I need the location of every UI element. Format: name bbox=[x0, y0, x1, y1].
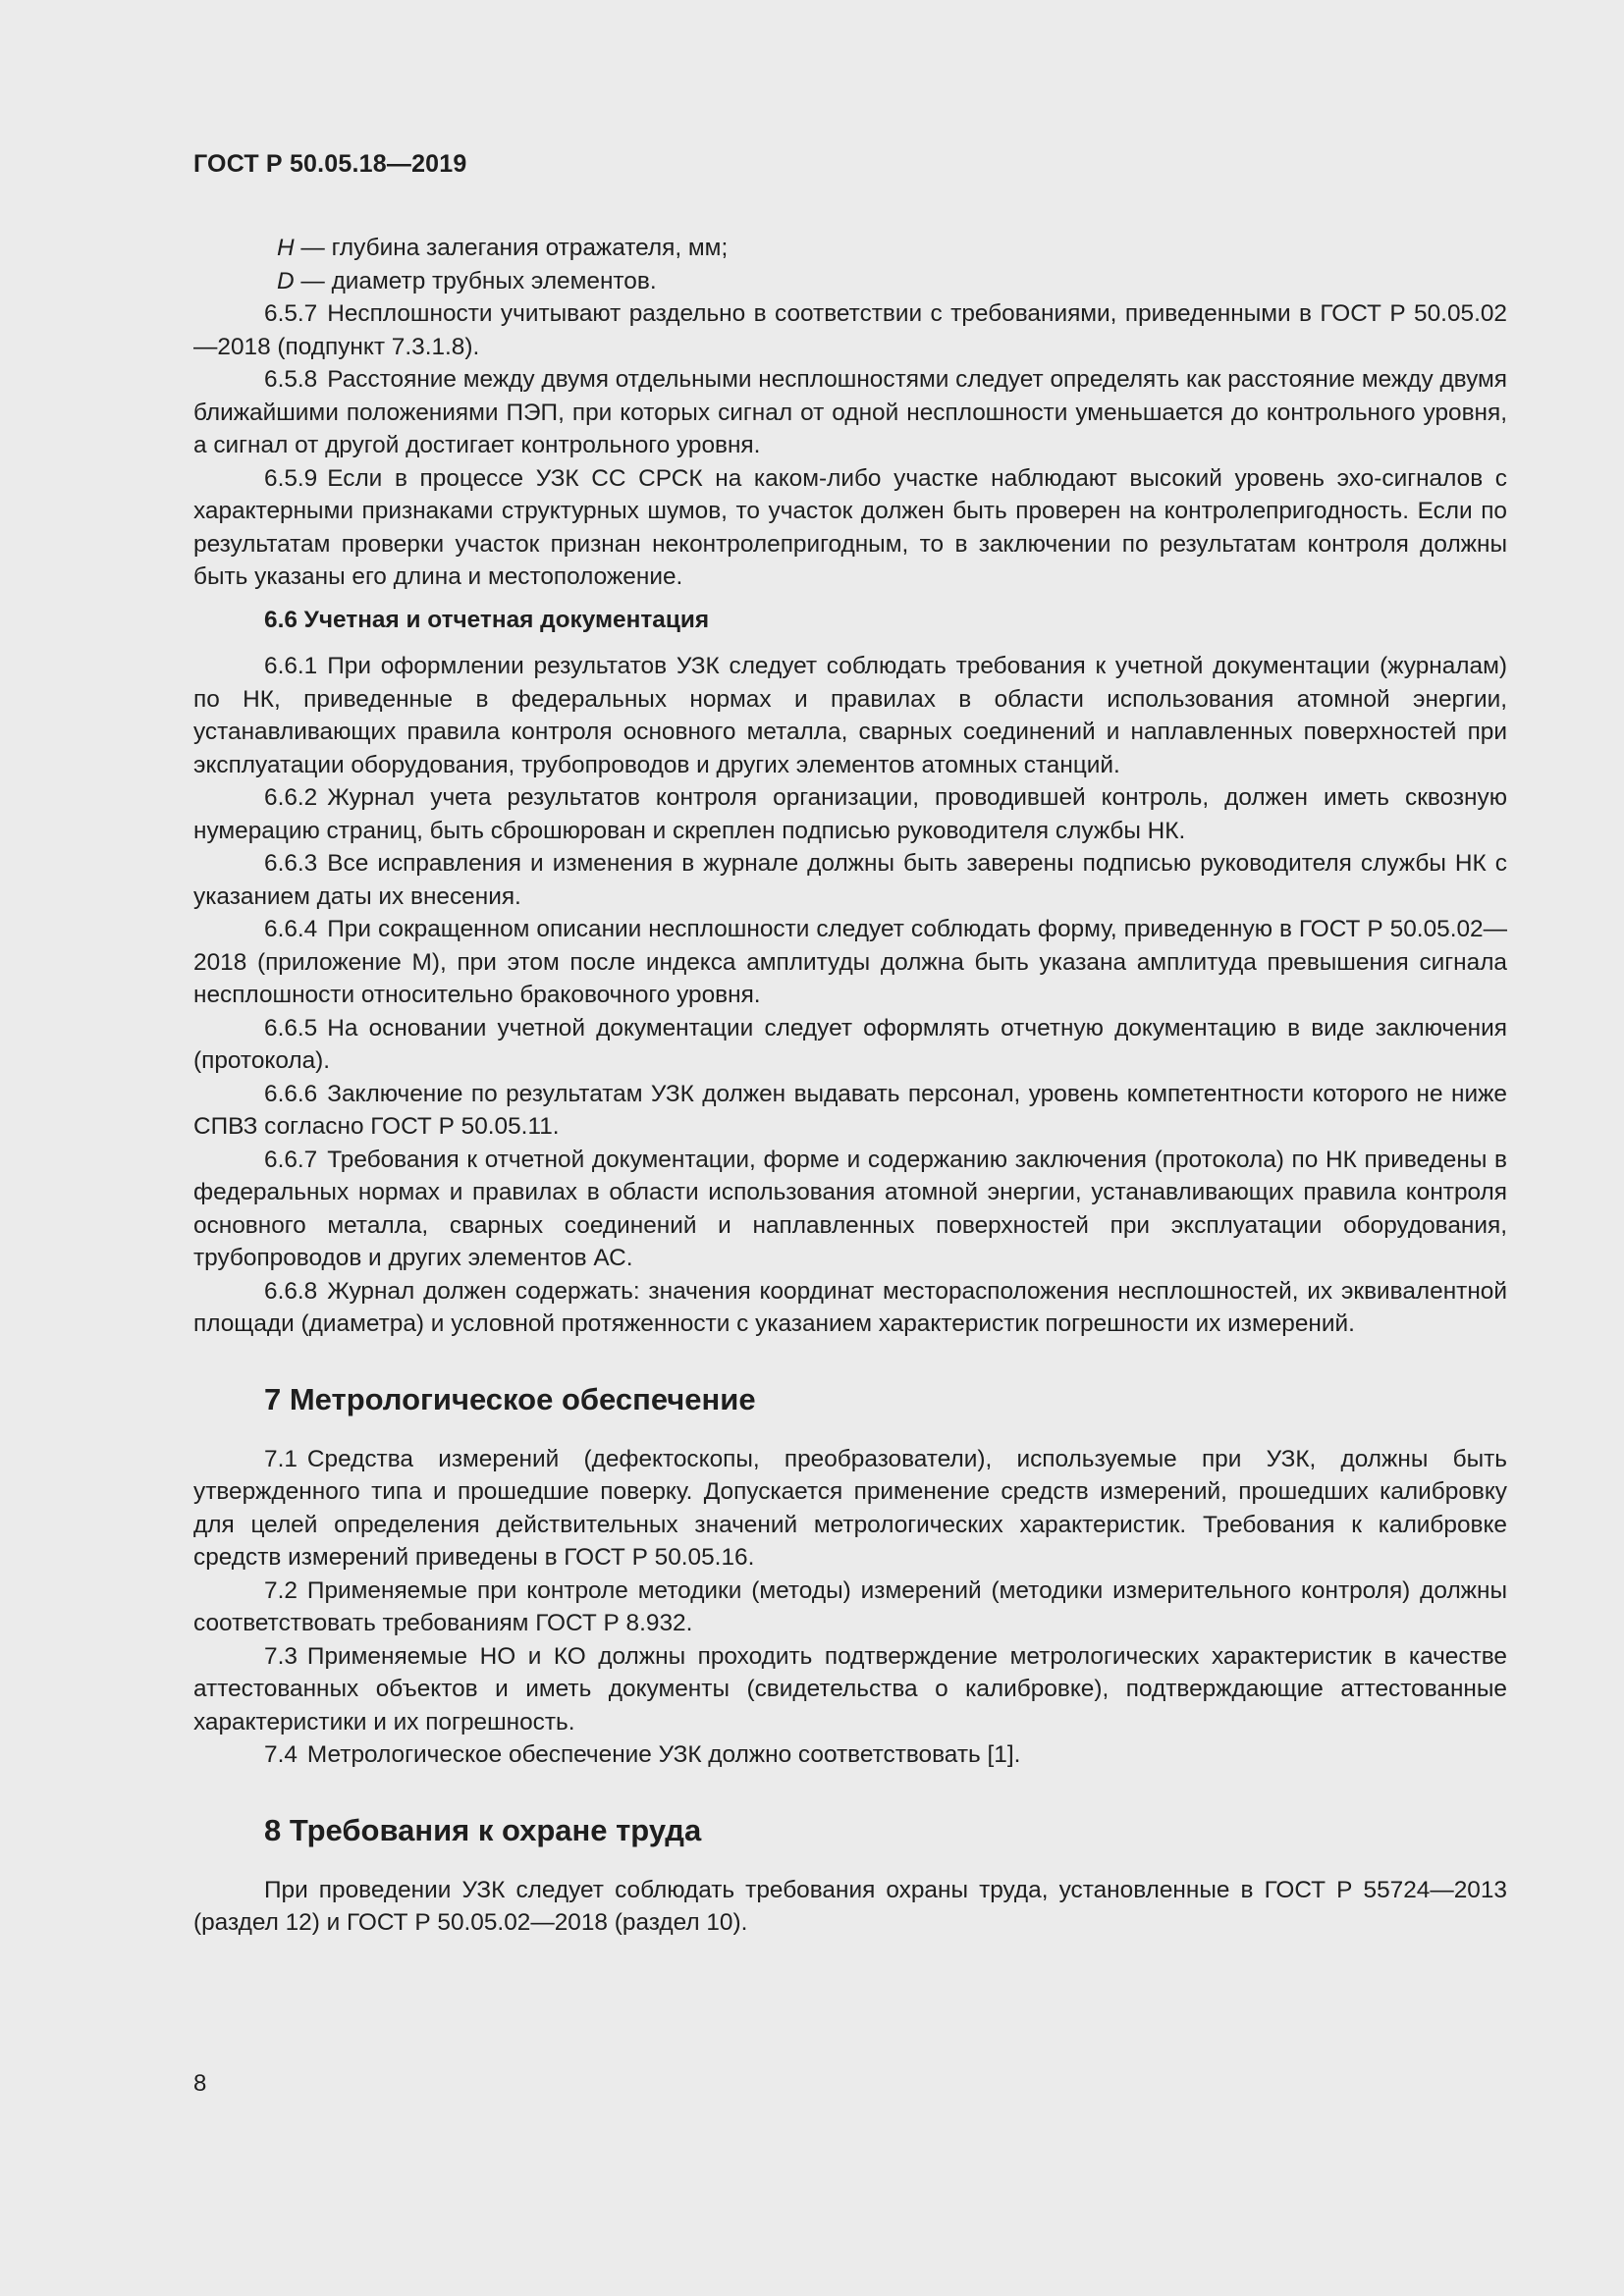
clause-paragraph bbox=[193, 1275, 1507, 1341]
clause-number: 6.6.8 bbox=[264, 1277, 318, 1305]
page-number: 8 bbox=[193, 2070, 207, 2097]
clause-number: 7.1 bbox=[264, 1445, 298, 1472]
clause-number: 6.5.8 bbox=[264, 366, 318, 393]
clause-text: Журнал должен содержать: значения координат месторасположения несплошностей, их эквивалентной площади (диаметра) и условной протяженности с указанием характеристик погрешности их измерений. bbox=[193, 1277, 1507, 1337]
clause-text: При оформлении результатов УЗК следует соблюдать требования к учетной документации (журналам) по НК, приведенные в федеральных нормах и правилах в области использования атомной энергии, устанавливающих правила контроля основного металла, сварных соединений и наплавленных поверхностей при эксплуатации оборудования, трубопроводов и других элементов атомных станций. bbox=[193, 653, 1507, 778]
clause-paragraph bbox=[193, 1640, 1507, 1739]
document-code-header: ГОСТ Р 50.05.18—2019 bbox=[193, 150, 467, 178]
clause-text: При сокращенном описании несплошности следует соблюдать форму, приведенную в ГОСТ Р 50.05.02—2018 (приложение М), при этом после индекса амплитуды должна быть указана амплитуда превышения сигнала несплошности относительно браковочного уровня. bbox=[193, 916, 1507, 1008]
section-7-paragraphs bbox=[193, 1443, 1507, 1772]
clause-text: Расстояние между двумя отдельными несплошностями следует определять как расстояние между двумя ближайшими положениями ПЭП, при которых сигнал от одной несплошности уменьшается до контрольного уровня, а сигнал от другой достигает контрольного уровня. bbox=[193, 366, 1507, 458]
clause-text: Все исправления и изменения в журнале должны быть заверены подписью руководителя службы НК с указанием даты их внесения. bbox=[193, 850, 1507, 910]
clause-text: Несплошности учитывают раздельно в соответствии с требованиями, приведенными в ГОСТ Р 50.05.02—2018 (подпункт 7.3.1.8). bbox=[193, 300, 1507, 360]
clause-paragraph bbox=[193, 363, 1507, 462]
clause-number: 6.6.7 bbox=[264, 1146, 318, 1173]
definition-item bbox=[193, 232, 1507, 265]
clause-paragraph bbox=[193, 1144, 1507, 1275]
clause-paragraph bbox=[193, 913, 1507, 1012]
clause-number: 7.4 bbox=[264, 1741, 298, 1768]
clause-text: Требования к отчетной документации, форме и содержанию заключения (протокола) по НК приведены в федеральных нормах и правилах в области использования атомной энергии, устанавливающих правила контроля основного металла, сварных соединений и наплавленных поверхностей при эксплуатации оборудования, трубопроводов и других элементов АС. bbox=[193, 1146, 1507, 1271]
clause-number: 6.5.7 bbox=[264, 300, 318, 327]
definition-text: — диаметр трубных элементов. bbox=[300, 267, 657, 294]
clause-paragraph bbox=[193, 1443, 1507, 1575]
subsection-heading-6-6: 6.6 Учетная и отчетная документация bbox=[264, 606, 710, 633]
section-heading-7: 7 Метрологическое обеспечение bbox=[264, 1381, 756, 1416]
clause-paragraph bbox=[193, 462, 1507, 594]
clause-text: Средства измерений (дефектоскопы, преобразователи), используемые при УЗК, должны быть утвержденного типа и прошедшие поверку. Допускается применение средств измерений, прошедших калибровку для целей определения действительных значений метрологических характеристик. Требования к калибровке средств измерений приведены в ГОСТ Р 50.05.16. bbox=[193, 1445, 1507, 1571]
section-6-5-paragraphs bbox=[193, 297, 1507, 594]
clause-paragraph bbox=[193, 847, 1507, 913]
section-heading-8: 8 Требования к охране труда bbox=[264, 1812, 702, 1847]
section-6-6-paragraphs bbox=[193, 650, 1507, 1341]
clause-text: Журнал учета результатов контроля организации, проводившей контроль, должен иметь сквозную нумерацию страниц, быть сброшюрован и скреплен подписью руководителя службы НК. bbox=[193, 784, 1507, 844]
definitions-list bbox=[193, 232, 1507, 297]
clause-number: 6.5.9 bbox=[264, 464, 318, 492]
definition-text: — глубина залегания отражателя, мм; bbox=[300, 235, 729, 261]
definition-symbol: D bbox=[277, 267, 295, 294]
clause-number: 7.2 bbox=[264, 1576, 298, 1604]
clause-text: Метрологическое обеспечение УЗК должно соответствовать [1]. bbox=[306, 1741, 1021, 1768]
clause-number: 6.6.5 bbox=[264, 1014, 318, 1041]
clause-text: На основании учетной документации следует оформлять отчетную документацию в виде заключения (протокола). bbox=[193, 1014, 1507, 1074]
definition-item bbox=[193, 265, 1507, 298]
clause-paragraph bbox=[193, 1012, 1507, 1078]
clause-text: Применяемые НО и КО должны проходить подтверждение метрологических характеристик в качестве аттестованных объектов и иметь документы (свидетельства о калибровке), подтверждающие аттестованные характеристики и их погрешность. bbox=[193, 1642, 1507, 1735]
clause-text: Заключение по результатам УЗК должен выдавать персонал, уровень компетентности которого не ниже СПВЗ согласно ГОСТ Р 50.05.11. bbox=[193, 1080, 1507, 1140]
section-8-paragraph: При проведении УЗК следует соблюдать требования охраны труда, установленные в ГОСТ Р 55724—2013 (раздел 12) и ГОСТ Р 50.05.02—2018 (раздел 10). bbox=[193, 1876, 1507, 1936]
clause-number: 6.6.2 bbox=[264, 784, 318, 811]
clause-number: 6.6.1 bbox=[264, 653, 318, 679]
clause-number: 6.6.4 bbox=[264, 916, 318, 942]
clause-number: 6.6.3 bbox=[264, 850, 318, 877]
clause-paragraph bbox=[193, 297, 1507, 363]
clause-text: Применяемые при контроле методики (методы) измерений (методики измерительного контроля) должны соответствовать требованиям ГОСТ Р 8.932. bbox=[193, 1576, 1507, 1636]
definition-symbol: H bbox=[277, 235, 295, 261]
clause-paragraph bbox=[193, 1078, 1507, 1144]
clause-paragraph bbox=[193, 1575, 1507, 1640]
clause-paragraph bbox=[193, 781, 1507, 847]
clause-number: 7.3 bbox=[264, 1642, 298, 1670]
document-page bbox=[193, 147, 1507, 1940]
clause-paragraph bbox=[193, 1738, 1507, 1772]
clause-number: 6.6.6 bbox=[264, 1080, 318, 1107]
clause-text: Если в процессе УЗК СС СРСК на каком-либо участке наблюдают высокий уровень эхо-сигналов с характерными признаками структурных шумов, то участок должен быть проверен на контролепригодность. Если по результатам проверки участок признан неконтролепригодным, то в заключении по результатам контроля должны быть указаны его длина и местоположение. bbox=[193, 464, 1507, 590]
clause-paragraph bbox=[193, 650, 1507, 781]
